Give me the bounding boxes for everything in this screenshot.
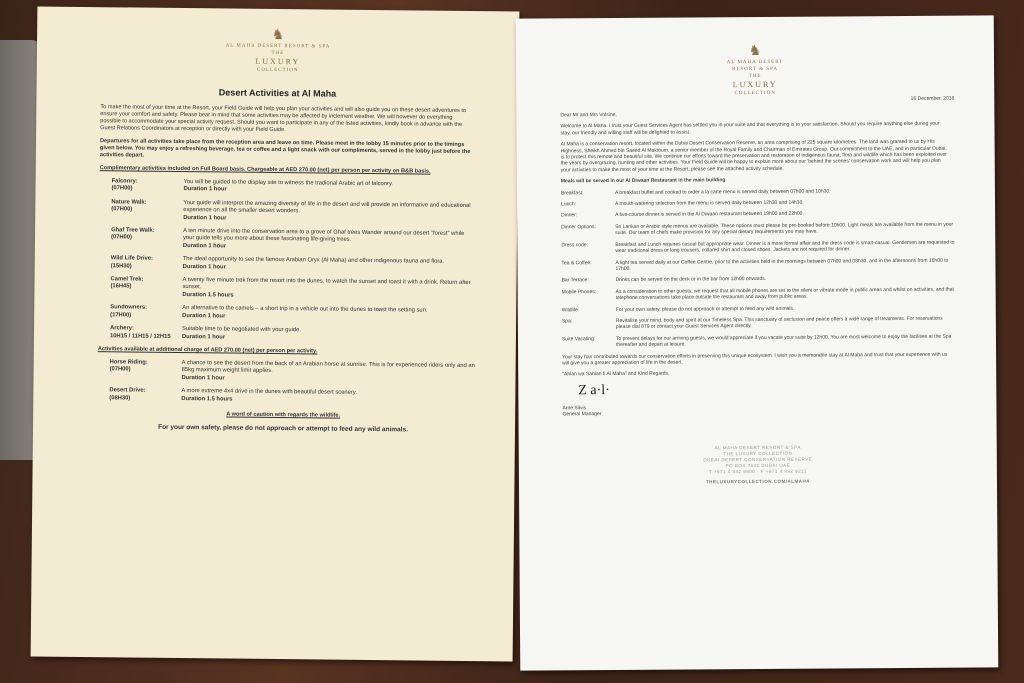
activity-description: [183, 179, 477, 197]
info-key: Bar Terrace:: [561, 277, 589, 284]
activity-description: [183, 200, 477, 225]
info-value: A light tea served daily at our Coffee Centre, prior to the activities held in the mornings between 07h00 and 08h30, and in the afternoons from 16h00 to 17h00.: [615, 257, 949, 272]
activity-duration: Duration 1 hour: [183, 186, 227, 193]
info-key: Dinner:: [561, 212, 578, 219]
activity-time: (07H00): [109, 366, 131, 373]
closing-paragraph: Your stay has contributed towards our conservation efforts in preserving this unique ecosystem. I wish you a memorable stay at Al Maha and trust that your experience with us will give you a greater appreciation of life in the desert.: [562, 351, 948, 367]
activity-description: [182, 277, 476, 302]
activity-name: Wild Life Drive:: [110, 255, 153, 262]
activity-duration: Duration 1 hour: [182, 312, 226, 320]
activity-description: [182, 305, 476, 323]
greeting: Dear Mr and Mrs Volsine,: [560, 111, 617, 119]
info-value: Breakfast and Lunch requires casual but appropriate wear. Dinner is a more formal affair and the dress code is smart-casual. Gentlemen are requested to wear traditional dress or long trousers, collared shirt and closed shoes. Jackets are not required for dinner.: [615, 239, 955, 255]
logo-text: COLLECTION: [734, 90, 776, 97]
activity-name: Desert Drive:: [109, 387, 146, 394]
letter-footer: [519, 443, 997, 486]
departures-paragraph: Departures for all activities take place from the reception area and leave on time. Please meet in the lobby 15 minutes prior to the timings given below. You may enjoy a refreshing beverage, tea or coffee and a light snack with our compliments, served in the lobby just before the activities depart.: [99, 138, 471, 159]
info-value: A mouth-watering selection from the menu is served daily between 12h30 and 14h30.: [615, 199, 804, 208]
info-value: Drinks can be served on the deck or in the bar from 12h00 onwards.: [615, 276, 767, 284]
activities-list: [34, 177, 518, 344]
activity-row: [111, 256, 477, 275]
activity-duration: Duration 1 hour: [181, 333, 226, 340]
activity-name: Ghaf Tree Walk:: [111, 227, 155, 234]
info-row: [562, 304, 956, 313]
activity-name: Archery:: [110, 325, 134, 332]
info-key: Breakfast:: [560, 189, 584, 197]
activity-row: [110, 276, 476, 302]
info-key: Dinner Options:: [561, 223, 596, 231]
activity-time: (08H30): [109, 394, 131, 402]
signature: Z a·l·: [578, 382, 610, 399]
footer-text: DUBAI DESERT CONSERVATION RESERVE: [703, 456, 813, 462]
activity-name: Falconry:: [111, 178, 138, 185]
activity-description: [183, 228, 477, 253]
additional-heading: Activities available at additional charge of AED 270.00 (net) per person per activity.: [97, 346, 318, 355]
info-row: [561, 199, 955, 208]
activity-duration: Duration 1 hour: [182, 242, 227, 250]
info-value: A five-course dinner is served in the Al Diwaan restaurant between 19h00 and 22h00.: [615, 211, 804, 219]
info-key: Wildlife:: [561, 306, 580, 313]
logo-text: COLLECTION: [257, 67, 299, 74]
logo-text: THE: [748, 73, 762, 80]
logo-text: LUXURY: [732, 79, 778, 90]
resort-logo: [37, 26, 519, 76]
info-key: Dress code:: [561, 241, 589, 249]
info-row: [561, 239, 955, 255]
activity-time: (07H00): [111, 185, 133, 192]
activity-description: [182, 326, 476, 344]
activity-desc: The ideal opportunity to see the famous Arabian Oryx (Al Maha) and other indigenous fauna and flora.: [182, 256, 445, 266]
info-row: [562, 333, 956, 349]
activity-desc: A more extreme 4x4 drive in the dunes with beautiful desert scenery.: [181, 388, 357, 396]
welcome-letter: [516, 15, 999, 670]
oryx-logo-icon: ♞: [271, 27, 285, 44]
conservation-paragraph: Al Maha is a conservation resort, located within the Dubai Desert Conservation Reserve, an area comprising of 225 square kilometres. The land was granted to us by His Highness, Sheikh Ahmed bin Saeed Al Maktoum, a senior member of the Royal Family and Chairman of Emirates Group. Our commitment to the UAE, and in particular Dubai, is to protect this remote and beautiful site. We continue our efforts toward the preservation and restoration of indigenous fauna, flora and wildlife which has been exploited over the years by overgrazing, hunting and other activities. Your Field Guide will be happy to explain more about our 'behind the scenes' conservation work and will help you plan your activities to make the most of your time at the Resort, please see the attached activity schedule.: [560, 138, 947, 174]
footer-text: AL MAHA DESERT RESORT & SPA: [714, 444, 801, 450]
activity-label: [110, 325, 182, 341]
info-row: [561, 221, 955, 237]
letter-date: 16 December, 2018: [910, 95, 955, 102]
activity-desc: A chance to see the desert from the back of an Arabian horse at sunrise. This is for experienced riders only and an 85kg maximum weight limit applies.: [181, 359, 475, 375]
activity-label: [111, 199, 183, 222]
activity-row: [109, 387, 475, 406]
logo-text: LUXURY: [255, 56, 301, 67]
activity-time: (15H30): [110, 262, 132, 270]
activity-description: [181, 388, 475, 406]
activity-time: (16H45): [110, 283, 132, 290]
meals-heading: Meals will be served in our Al Diwaan Restaurant in the main building: [560, 177, 726, 185]
info-key: Suite Vacating:: [561, 335, 596, 343]
info-row: [562, 275, 956, 284]
activity-row: [111, 178, 477, 197]
oryx-logo-icon: ♞: [748, 43, 762, 60]
info-value: A breakfast buffet and cooked to order a la carte menu is served daily between 07h00 and 10h30.: [614, 188, 831, 196]
footer-text: PO BOX 7631 DUBAI UAE: [725, 462, 791, 468]
activities-sheet: [31, 6, 520, 661]
logo-text: RESORT & SPA: [732, 66, 779, 73]
activity-label: [110, 276, 182, 299]
info-row: [562, 286, 956, 302]
activity-name: Horse Riding:: [109, 359, 148, 366]
activity-desc: You will be guided to the display site to witness the tradional Arabic art of falconry.: [183, 179, 394, 188]
info-value: For your own safety, please do not approach or attempt to feed any wild animals.: [615, 305, 795, 313]
activity-time: 10H15 / 11H15 / 12H15: [109, 332, 171, 340]
info-value: Revitalise your mind, body and spirit at our Timeless Spa. This sanctuary of seclusion and peace offers a wide range of treatments. For reservations please dial 879 or contact your Guest Services Agent directly.: [615, 315, 943, 331]
page-title: Desert Activities at Al Maha: [218, 87, 337, 99]
activity-row: [111, 227, 477, 253]
info-row: [561, 210, 955, 219]
signer-title: General Manager: [562, 411, 602, 418]
activity-duration: Duration 1 hour: [182, 263, 226, 271]
info-value: Sri Lankan or Arabic style menus are available. These options must please be pre-booked before 10h00. Light meals are available from the menu in your suite. Our team of chefs make provision for any special dietary requirements you may have.: [615, 221, 954, 237]
info-row: [561, 257, 955, 273]
info-key: Tea & Coffee:: [561, 259, 592, 266]
info-value: As a consideration to other guests, we request that all mobile phones are set to the silent or vibrate mode in public areas and whilst on activities, and that telephone conversations take place outside the restaurant and away from public areas.: [615, 286, 954, 302]
activity-label: [109, 387, 181, 403]
activity-row: [111, 199, 477, 225]
activity-description: [181, 360, 475, 385]
intro-paragraph: To make the most of your time at the Resort, your Field Guide will help you plan your activities and will also guide you on these desert adventures to ensure your comfort and safety. Please bear in mind that some activities may be affected by inclement weather. We will however do everything possible to accommodate your special activity request. Should you want to participate in any of the listed activities, kindly book in advance with the Guest Relations Coordinators at reception or directly with your Field Guide.: [100, 104, 467, 134]
welcome-paragraph: Welcome to Al Maha. I trust your Guest Services Agent has settled you in your suite and that everything is to your satisfaction. Should you require anything else during your stay, our friendly and willing staff will be delighted to assist.: [560, 121, 940, 137]
caution-text: For your own safety, please do not approach or attempt to feed any wild animals.: [158, 423, 408, 434]
info-value: To prevent delays for our arriving guests, we would appreciate if you vacate your suite by 12h00. You are most welcome to enjoy the facilities at the Spa thereafter and depart at leisure.: [615, 333, 952, 349]
activity-desc: A twenty five minute trek from the resort into the dunes, to watch the sunset and toast it with a drink. Return after sunset.: [182, 277, 471, 291]
activity-duration: Duration 1 hour: [181, 374, 225, 382]
activity-label: [111, 256, 183, 272]
complimentary-heading: Complimentary activities included on Full Board basis. Chargeable at AED 270.00 (net) per person per activity on B&B basis.: [99, 165, 431, 175]
additional-activities-list: [33, 358, 515, 406]
footer-url: THELUXURYCOLLECTION.COM/ALMAHA: [705, 478, 811, 484]
resort-logo: [516, 43, 994, 98]
activity-name: Nature Walk:: [111, 199, 147, 206]
signer-name: Arne Silvis: [562, 404, 587, 412]
logo-text: AL MAHA DESERT RESORT & SPA: [225, 43, 331, 50]
activity-label: [110, 305, 182, 321]
activity-time: (07H00): [111, 206, 133, 213]
info-row: [562, 316, 956, 332]
activity-row: [110, 325, 476, 344]
activity-row: [110, 305, 476, 324]
activity-time: (07H00): [110, 234, 132, 241]
caution-heading: A word of caution with regards the wildlife.: [226, 411, 341, 419]
activity-duration: Duration 1 hour: [183, 214, 227, 222]
activity-description: [183, 256, 477, 274]
activity-desc: An alternative to the camels – a short trip in a vehicle out into the dunes to toast the setting sun.: [182, 305, 428, 314]
regards-line: "Ahlan wa Sahlan fi Al Maha" and Kind Regards,: [562, 370, 670, 378]
logo-text: AL MAHA DESERT: [726, 59, 784, 66]
activity-duration: Duration 1.5 hours: [181, 395, 233, 403]
info-key: Mobile Phones:: [561, 288, 597, 296]
logo-text: THE: [271, 50, 285, 57]
activity-name: Camel Trek:: [110, 276, 144, 283]
activity-desc: Suitable time to be negotiated with your guide.: [182, 326, 301, 334]
footer-text: T +971 4 832 9900 · F +971 4 832 9211: [708, 468, 807, 474]
info-key: Lunch:: [561, 201, 577, 208]
activity-label: [111, 178, 183, 194]
activity-desc: Your guide will interpret the amazing diversity of life in the desert and will provide an informative and educational experience on all the smaller desert wonders.: [183, 199, 471, 215]
info-key: Spa:: [561, 318, 573, 325]
activity-time: (17H00): [110, 311, 132, 319]
activity-label: [109, 359, 181, 382]
activity-desc: A ten minute drive into the conservation area to a grove of Ghaf trees Wander around our desert "forest" while your guide tells you more about these fascinating life-giving trees.: [182, 228, 465, 244]
activity-label: [111, 227, 183, 250]
activity-duration: Duration 1.5 hours: [182, 291, 234, 299]
info-row: [561, 187, 955, 196]
info-list: [517, 187, 996, 349]
footer-text: THE LUXURY COLLECTION: [723, 450, 793, 456]
activity-row: [109, 359, 475, 385]
activity-name: Sundowners:: [110, 304, 148, 311]
